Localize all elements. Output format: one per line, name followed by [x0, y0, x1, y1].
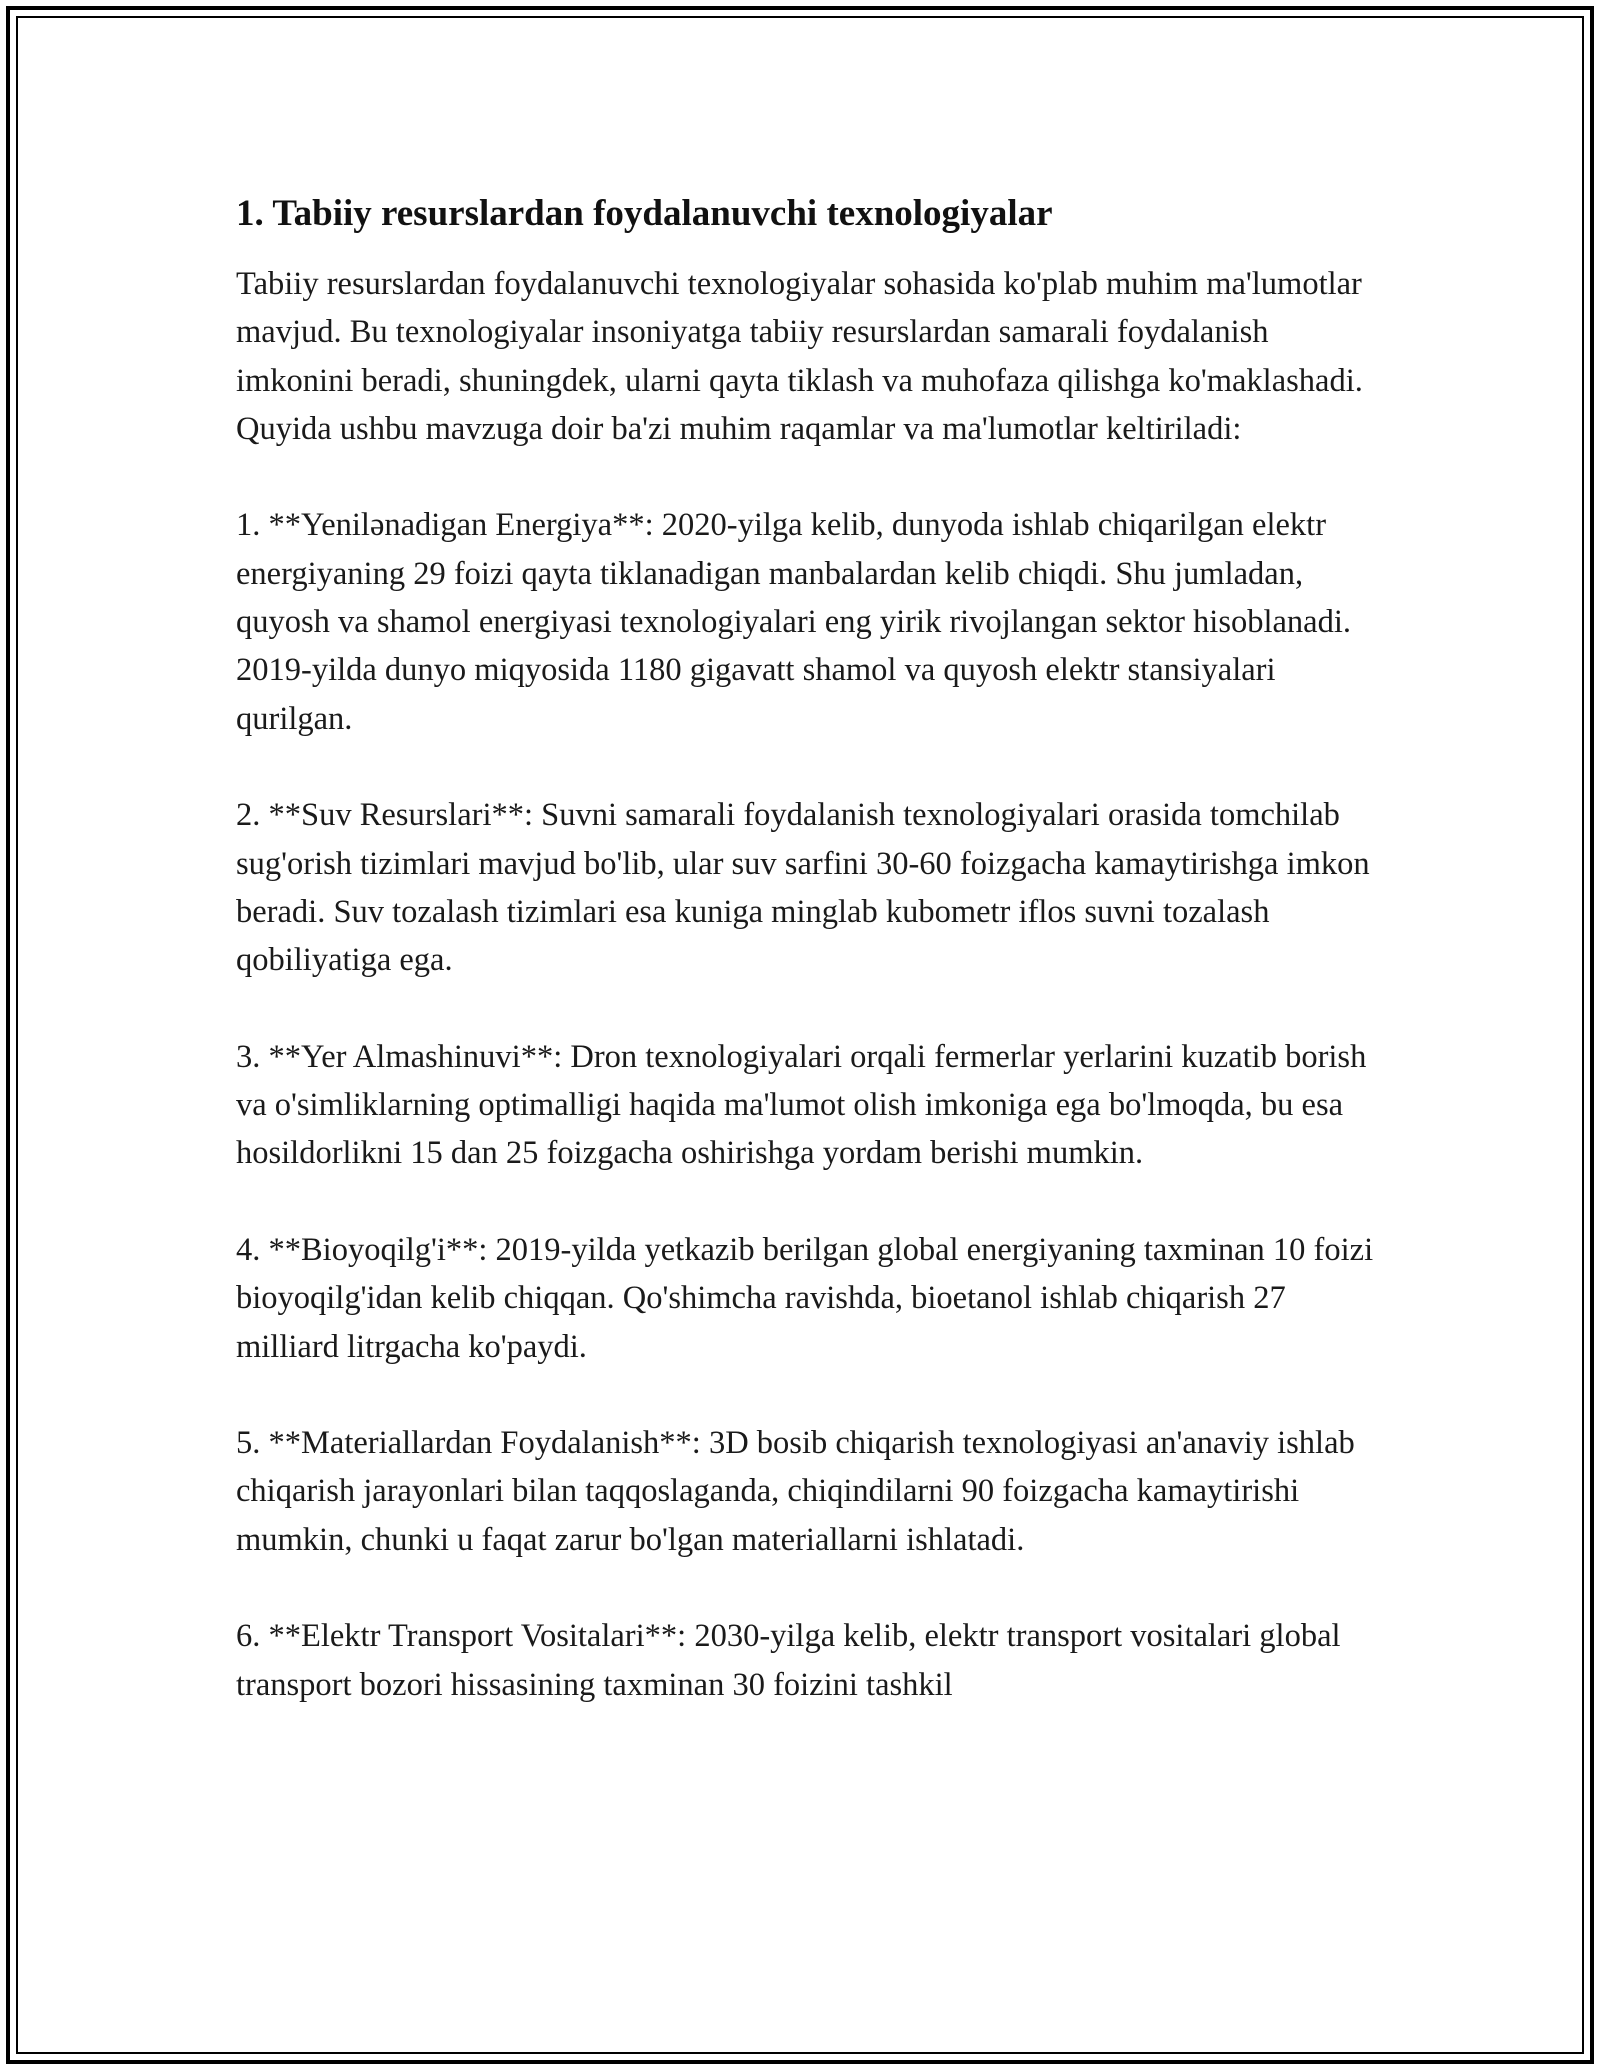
- list-item-materials: 5. **Materiallardan Foydalanish**: 3D bosib chiqarish texnologiyasi an'anaviy ishlab chiqarish jarayonlari bilan taqqoslaganda, chiqindilarni 90 foizgacha kamaytirishi mumkin, chunki u faqat zarur bo'lgan materiallarni ishlatadi.: [236, 1425, 1355, 1558]
- list-item-water-resources: 2. **Suv Resurslari**: Suvni samarali foydalanish texnologiyalari orasida tomchilab sug'orish tizimlari mavjud bo'lib, ular suv sarfini 30-60 foizgacha kamaytirishga imkon beradi. Suv tozalash tizimlari esa kuniga minglab kubometr iflos suvni tozalash qobiliyatiga ega.: [236, 797, 1370, 979]
- list-item-renewable-energy: 1. **Yenilənadigan Energiya**: 2020-yilga kelib, dunyoda ishlab chiqarilgan elektr energiyaning 29 foizi qayta tiklanadigan manbalardan kelib chiqdi. Shu jumladan, quyosh va shamol energiyasi texnologiyalari eng yirik rivojlangan sektor hisoblanadi. 2019-yilda dunyo miqyosida 1180 gigavatt shamol va quyosh elektr stansiyalari qurilgan.: [236, 507, 1351, 737]
- list-item-land-use: 3. **Yer Almashinuvi**: Dron texnologiyalari orqali fermerlar yerlarini kuzatib borish va o'simliklarning optimalligi haqida ma'lumot olish imkoniga ega bo'lmoqda, bu esa hosildorlikni 15 dan 25 foizgacha oshirishga yordam berishi mumkin.: [236, 1038, 1367, 1172]
- list-item-biofuel: 4. **Bioyoqilg'i**: 2019-yilda yetkazib berilgan global energiyaning taxminan 10 foizi bioyoqilg'idan kelib chiqqan. Qo'shimcha ravishda, bioetanol ishlab chiqarish 27 milliard litrgacha ko'paydi.: [236, 1231, 1374, 1365]
- intro-paragraph: Tabiiy resurslardan foydalanuvchi texnologiyalar sohasida ko'plab muhim ma'lumotlar mavjud. Bu texnologiyalar insoniyatga tabiiy resurslardan samarali foydalanish imkonini beradi, shuningdek, ularni qayta tiklash va muhofaza qilishga ko'maklashadi. Quyida ushbu mavzuga doir ba'zi muhim raqamlar va ma'lumotlar keltiriladi:: [236, 266, 1363, 447]
- list-item-electric-transport: 6. **Elektr Transport Vositalari**: 2030-yilga kelib, elektr transport vositalari global transport bozori hissasining taxminan 30 foizini tashkil: [236, 1618, 1341, 1703]
- document-body: [236, 190, 1386, 1757]
- document-title: 1. Tabiiy resurslardan foydalanuvchi texnologiyalar: [236, 193, 1053, 234]
